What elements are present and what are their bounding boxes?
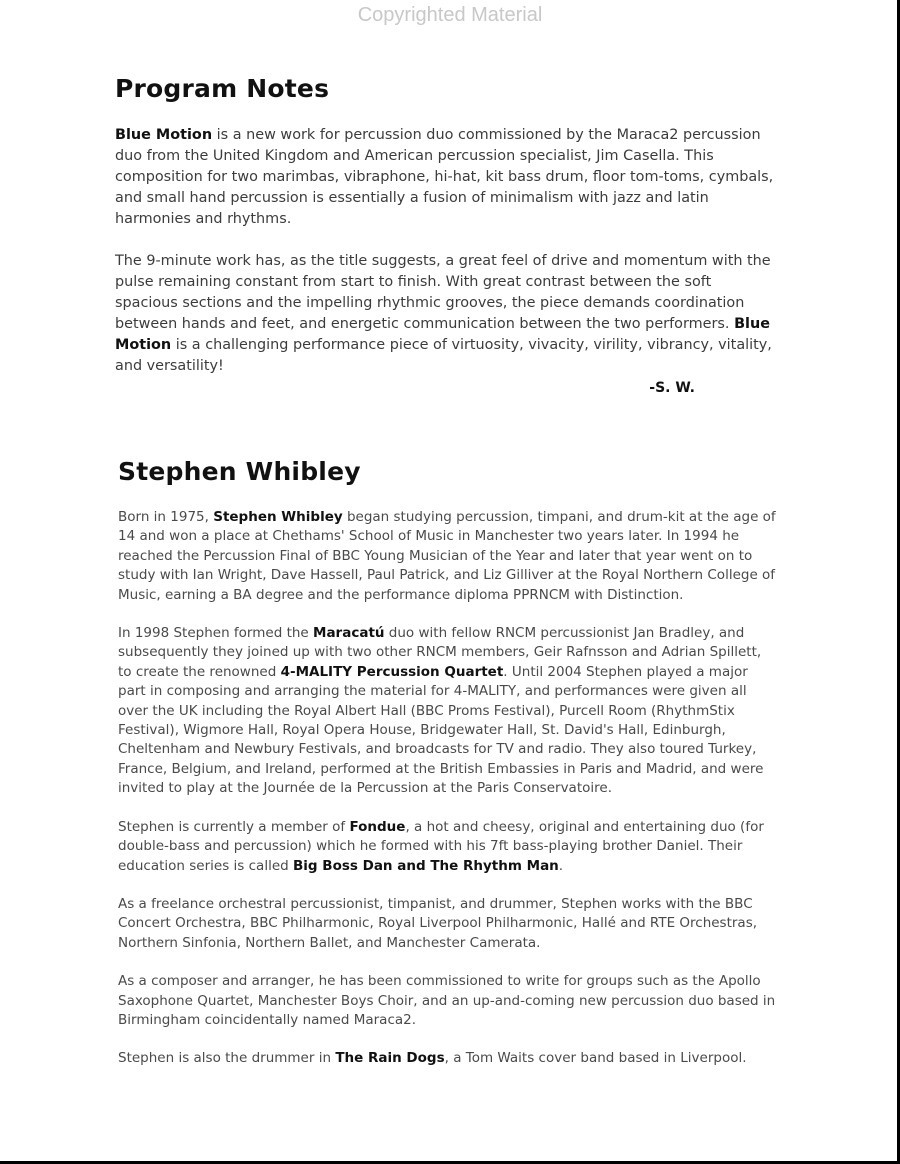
program-notes-paragraph-1: Blue Motion is a new work for percussion duo commissioned by the Maraca2 percussion duo from the United Kingdom and American percussion specialist, Jim Casella. This composition for two marimbas, vibraphone, hi-hat, kit bass drum, floor tom-toms, cymbals, and small hand percussion is essentially a fusion of minimalism with jazz and latin harmonies and rhythms.: [115, 127, 774, 227]
fondue-name: Fondue: [349, 818, 406, 835]
biography-heading: Stephen Whibley: [118, 457, 361, 486]
bio-paragraph-5: As a composer and arranger, he has been commissioned to write for groups such as the Apollo Saxophone Quartet, Manchester Boys Choir, and an up-and-coming new percussion duo based in Birmingham coincidentally named Maraca2.: [118, 973, 776, 1028]
biography-section: [118, 455, 778, 1069]
band-name: The Rain Dogs: [335, 1050, 445, 1067]
bio-paragraph-2: In 1998 Stephen formed the Maracatú duo with fellow RNCM percussionist Jan Bradley, and subsequently they joined up with two other RNCM members, Geir Rafnsson and Adrian Spillett, to create the renowned 4-MALITY Percussion Quartet. Until 2004 Stephen played a major part in composing and arranging the material for 4-MALITY, and performances were given all over the UK including the Royal Albert Hall (BBC Proms Festival), Purcell Room (RhythmStix Festival), Wigmore Hall, Royal Opera House, Bridgewater Hall, St. David's Hall, Edinburgh, Cheltenham and Newbury Festivals, and broadcasts for TV and radio. They also toured Turkey, France, Belgium, and Ireland, performed at the British Embassies in Paris and Madrid, and were invited to play at the Journée de la Percussion at the Paris Conservatoire.: [118, 625, 764, 797]
program-notes-section: [115, 72, 775, 399]
duo-name: Maracatú: [313, 625, 385, 642]
signature: -S. W.: [649, 380, 695, 396]
program-notes-paragraph-2: The 9-minute work has, as the title suggests, a great feel of drive and momentum with the pulse remaining constant from start to finish. With great contrast between the soft spacious sections and the impelling rhythmic grooves, the piece demands coordination between hands and feet, and energetic communication between the two performers. Blue Motion is a challenging performance piece of virtuosity, vivacity, virility, vibrancy, vitality, and versatility!: [115, 253, 772, 374]
work-title: Blue Motion: [115, 316, 770, 353]
bio-paragraph-3: Stephen is currently a member of Fondue, a hot and cheesy, original and entertaining duo (for double-bass and percussion) which he formed with his 7ft bass-playing brother Daniel. Their education series is called Big Boss Dan and The Rhythm Man.: [118, 818, 764, 874]
bio-paragraph-4: As a freelance orchestral percussionist, timpanist, and drummer, Stephen works with the BBC Concert Orchestra, BBC Philharmonic, Royal Liverpool Philharmonic, Hallé and RTE Orchestras, Northern Sinfonia, Northern Ballet, and Manchester Camerata.: [118, 895, 758, 951]
work-title: Blue Motion: [115, 127, 213, 143]
bio-paragraph-6: Stephen is also the drummer in The Rain Dogs, a Tom Waits cover band based in Liverpool.: [118, 1050, 747, 1067]
bio-name: Stephen Whibley: [213, 509, 343, 525]
quartet-name: 4-MALITY Percussion Quartet: [280, 663, 504, 680]
program-notes-heading: Program Notes: [115, 74, 330, 103]
education-series-name: Big Boss Dan and The Rhythm Man: [293, 857, 559, 874]
copyright-watermark: Copyrighted Material: [357, 4, 543, 26]
bio-paragraph-1: Born in 1975, Stephen Whibley began studying percussion, timpani, and drum-kit at the age of 14 and won a place at Chethams' School of Music in Manchester two years later. In 1994 he reached the Percussion Final of BBC Young Musician of the Year and later that year went on to study with Ian Wright, Dave Hassell, Paul Patrick, and Liz Gilliver at the Royal Northern College of Music, earning a BA degree and the performance diploma PPRNCM with Distinction.: [118, 509, 776, 603]
